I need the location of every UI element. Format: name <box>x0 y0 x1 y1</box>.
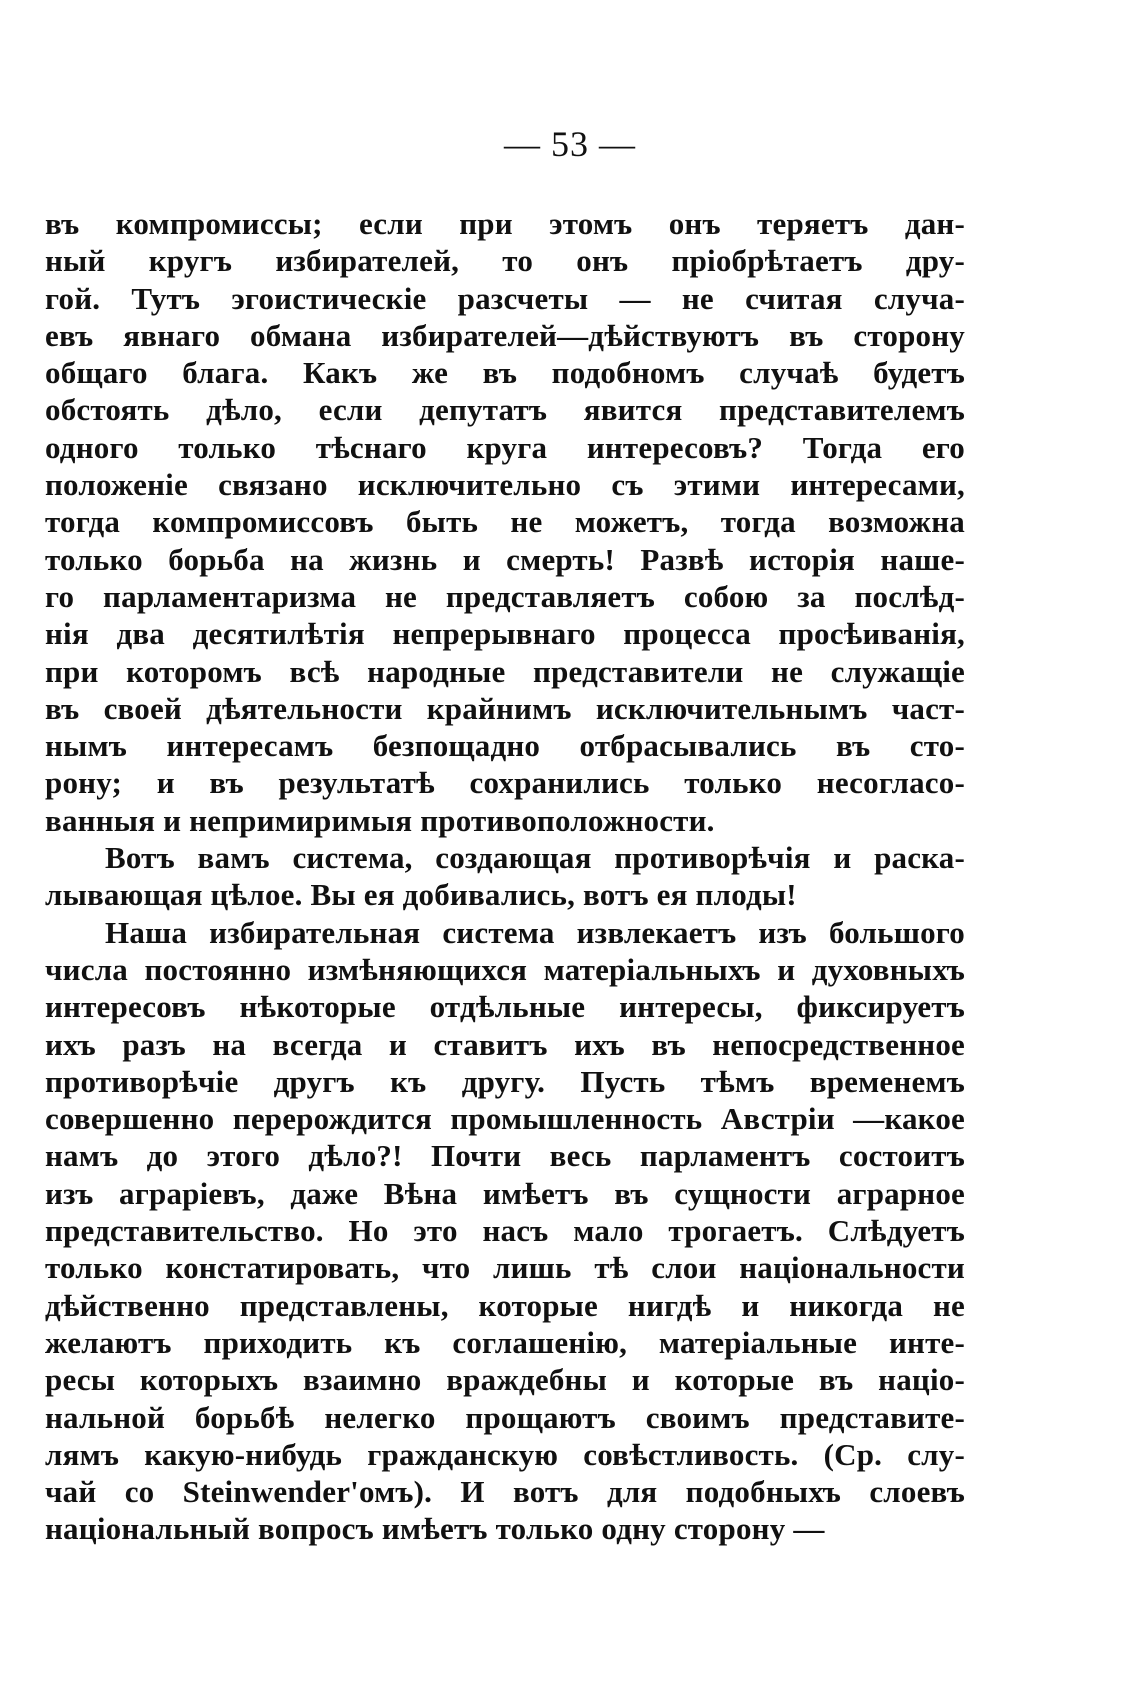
text-line: рону; и въ результатѣ сохранились только несогласо- <box>45 765 965 801</box>
text-line: лывающая цѣлое. Вы ея добивались, вотъ ея плоды! <box>45 877 797 913</box>
text-line: въ компромиссы; если при этомъ онъ теряетъ дан- <box>45 206 965 241</box>
text-line: желаютъ приходить къ соглашенію, матеріальные инте- <box>45 1324 965 1360</box>
text-line: тогда компромиссовъ быть не можетъ, тогда возможна <box>45 504 965 540</box>
paragraph-2 <box>45 839 965 914</box>
paragraph-3 <box>45 914 965 1548</box>
text-line: при которомъ всѣ народные представители не служащіе <box>45 653 965 689</box>
text-line: намъ до этого дѣло?! Почти весь парламентъ состоитъ <box>45 1138 965 1174</box>
page-number: — 53 — <box>504 124 636 164</box>
text-line: лямъ какую-нибудь гражданскую совѣстливость. (Ср. слу- <box>45 1436 965 1472</box>
text-line: ресы которыхъ взаимно враждебны и которые въ націо- <box>45 1362 965 1398</box>
text-line: изъ аграріевъ, даже Вѣна имѣетъ въ сущности аграрное <box>45 1175 965 1211</box>
text-line: положеніе связано исключительно съ этими интересами, <box>45 467 965 503</box>
text-line: ный кругъ избирателей, то онъ пріобрѣтаетъ дру- <box>45 243 965 279</box>
text-line: интересовъ нѣкоторые отдѣльные интересы, фиксируетъ <box>45 989 965 1025</box>
text-line: нальной борьбѣ нелегко прощаютъ своимъ представите- <box>45 1399 965 1435</box>
text-line: въ своей дѣятельности крайнимъ исключительнымъ част- <box>45 690 965 726</box>
text-line: нымъ интересамъ безпощадно отбрасывались въ сто- <box>45 728 965 764</box>
text-line: національный вопросъ имѣетъ только одну сторону — <box>45 1511 825 1547</box>
text-line: одного только тѣснаго круга интересовъ? Тогда его <box>45 429 965 465</box>
text-line: Наша избирательная система извлекаетъ изъ большого <box>105 914 965 950</box>
text-line: совершенно перерождится промышленность Австріи —какое <box>45 1101 965 1137</box>
text-line: Вотъ вамъ система, создающая противорѣчія и раска- <box>105 840 965 876</box>
text-line: ихъ разъ на всегда и ставитъ ихъ въ непосредственное <box>45 1026 965 1062</box>
text-line: противорѣчіе другъ къ другу. Пусть тѣмъ временемъ <box>45 1063 965 1099</box>
text-line: обстоять дѣло, если депутатъ явится представителемъ <box>45 392 965 428</box>
text-line: евъ явнаго обмана избирателей—дѣйствуютъ въ сторону <box>45 317 965 353</box>
text-line: гой. Тутъ эгоистическіе разсчеты — не считая случа- <box>45 280 965 316</box>
text-line: числа постоянно измѣняющихся матеріальныхъ и духовныхъ <box>45 951 965 987</box>
text-line: дѣйственно представлены, которые нигдѣ и никогда не <box>45 1287 965 1323</box>
text-line: только констатировать, что лишь тѣ слои національности <box>45 1250 965 1286</box>
text-line: только борьба на жизнь и смерть! Развѣ исторія наше- <box>45 541 965 577</box>
text-line: чай со Steinwender'омъ). И вотъ для подобныхъ слоевъ <box>45 1474 965 1510</box>
paragraph-1 <box>45 205 965 839</box>
text-line: ванныя и непримиримыя противоположности. <box>45 802 715 838</box>
text-line: го парламентаризма не представляетъ собою за послѣд- <box>45 578 965 614</box>
text-line: нія два десятилѣтія непрерывнаго процесса просѣиванія, <box>45 616 965 652</box>
text-line: представительство. Но это насъ мало трогаетъ. Слѣдуетъ <box>45 1213 965 1249</box>
text-line: общаго блага. Какъ же въ подобномъ случаѣ будетъ <box>45 355 965 391</box>
body-text <box>45 205 965 1548</box>
